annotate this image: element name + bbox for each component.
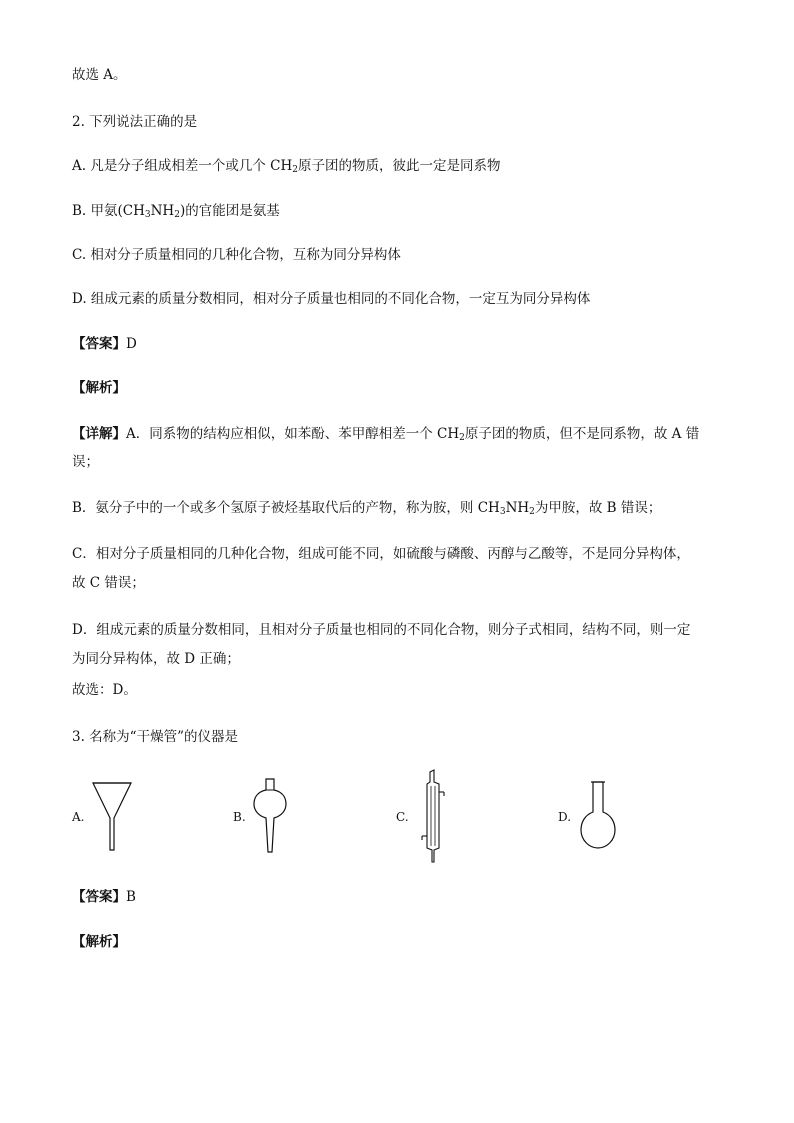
detail-c-line-2: 故 C 错误； [72, 575, 145, 591]
detail-a-text-end: 原子团的物质，但不是同系物，故 A 错 [464, 426, 700, 442]
q3-answer-value: B [126, 889, 136, 905]
previous-conclusion: 故选 A。 [72, 67, 127, 83]
detail-a-text: A．同系物的结构应相似，如苯酚、苯甲醇相差一个 CH [126, 426, 460, 442]
question-3-stem: 3. 名称为“干燥管”的仪器是 [72, 729, 238, 745]
option-a-subscript: 2 [292, 165, 298, 175]
detail-a-line-1 [72, 425, 699, 443]
detail-b-text-end: 为甲胺，故 B 错误； [534, 500, 662, 516]
option-a-text-end: 原子团的物质，彼此一定是同系物 [297, 158, 501, 174]
q3-answer-tag: 【答案】 [72, 889, 126, 905]
option-c-label: C. [396, 810, 409, 824]
detail-b-subscript-2: 2 [529, 507, 535, 517]
detail-d-line-2: 为同分异构体，故 D 正确； [72, 651, 240, 667]
question-2-stem: 2. 下列说法正确的是 [72, 114, 198, 130]
question-2-option-c: C. 相对分子质量相同的几种化合物，互称为同分异构体 [72, 247, 401, 263]
detail-d-line-1: D．组成元素的质量分数相同，且相对分子质量也相同的不同化合物，则分子式相同，结构不同，则一定 [72, 622, 691, 638]
detail-conclusion: 故选：D。 [72, 682, 137, 698]
question-2-option-b [72, 202, 280, 220]
option-b-text-mid: NH [150, 203, 175, 219]
detail-b-line [72, 499, 661, 517]
detail-b-text: B．氨分子中的一个或多个氢原子被烃基取代后的产物，称为胺，则 CH [72, 500, 500, 516]
detail-b-text-mid: NH [505, 500, 530, 516]
question-2-option-a [72, 157, 500, 175]
option-a-text: A. 凡是分子组成相差一个或几个 CH [72, 158, 293, 174]
detail-a-subscript: 2 [459, 433, 465, 443]
question-2-answer [72, 335, 137, 353]
detail-a-line-2: 误； [72, 454, 99, 470]
option-b-subscript-1: 3 [144, 210, 151, 220]
option-b-subscript-2: 2 [174, 210, 180, 220]
question-3-analysis-tag: 【解析】 [72, 934, 126, 950]
option-b-label: B. [233, 810, 246, 824]
option-b-text: B. 甲氨(CH [72, 203, 145, 219]
answer-tag: 【答案】 [72, 336, 126, 352]
detail-b-subscript-1: 3 [499, 507, 506, 517]
option-d-label: D. [558, 810, 572, 824]
question-2-analysis-tag: 【解析】 [72, 380, 126, 396]
detail-tag: 【详解】 [72, 426, 126, 442]
question-3-answer [72, 888, 136, 906]
round-bottom-flask-icon [578, 778, 618, 852]
question-2-option-d: D. 组成元素的质量分数相同，相对分子质量也相同的不同化合物，一定互为同分异构体 [72, 291, 591, 307]
detail-c-line-1: C．相对分子质量相同的几种化合物，组成可能不同，如硫酸与磷酸、丙醇与乙酸等，不是同分异构体， [72, 546, 690, 562]
condenser-tube-icon [420, 768, 450, 864]
answer-value: D [126, 336, 137, 352]
option-b-text-end: )的官能团是氨基 [179, 203, 280, 219]
drying-tube-icon [252, 776, 288, 856]
funnel-icon [90, 780, 134, 852]
option-a-label: A. [72, 810, 85, 824]
